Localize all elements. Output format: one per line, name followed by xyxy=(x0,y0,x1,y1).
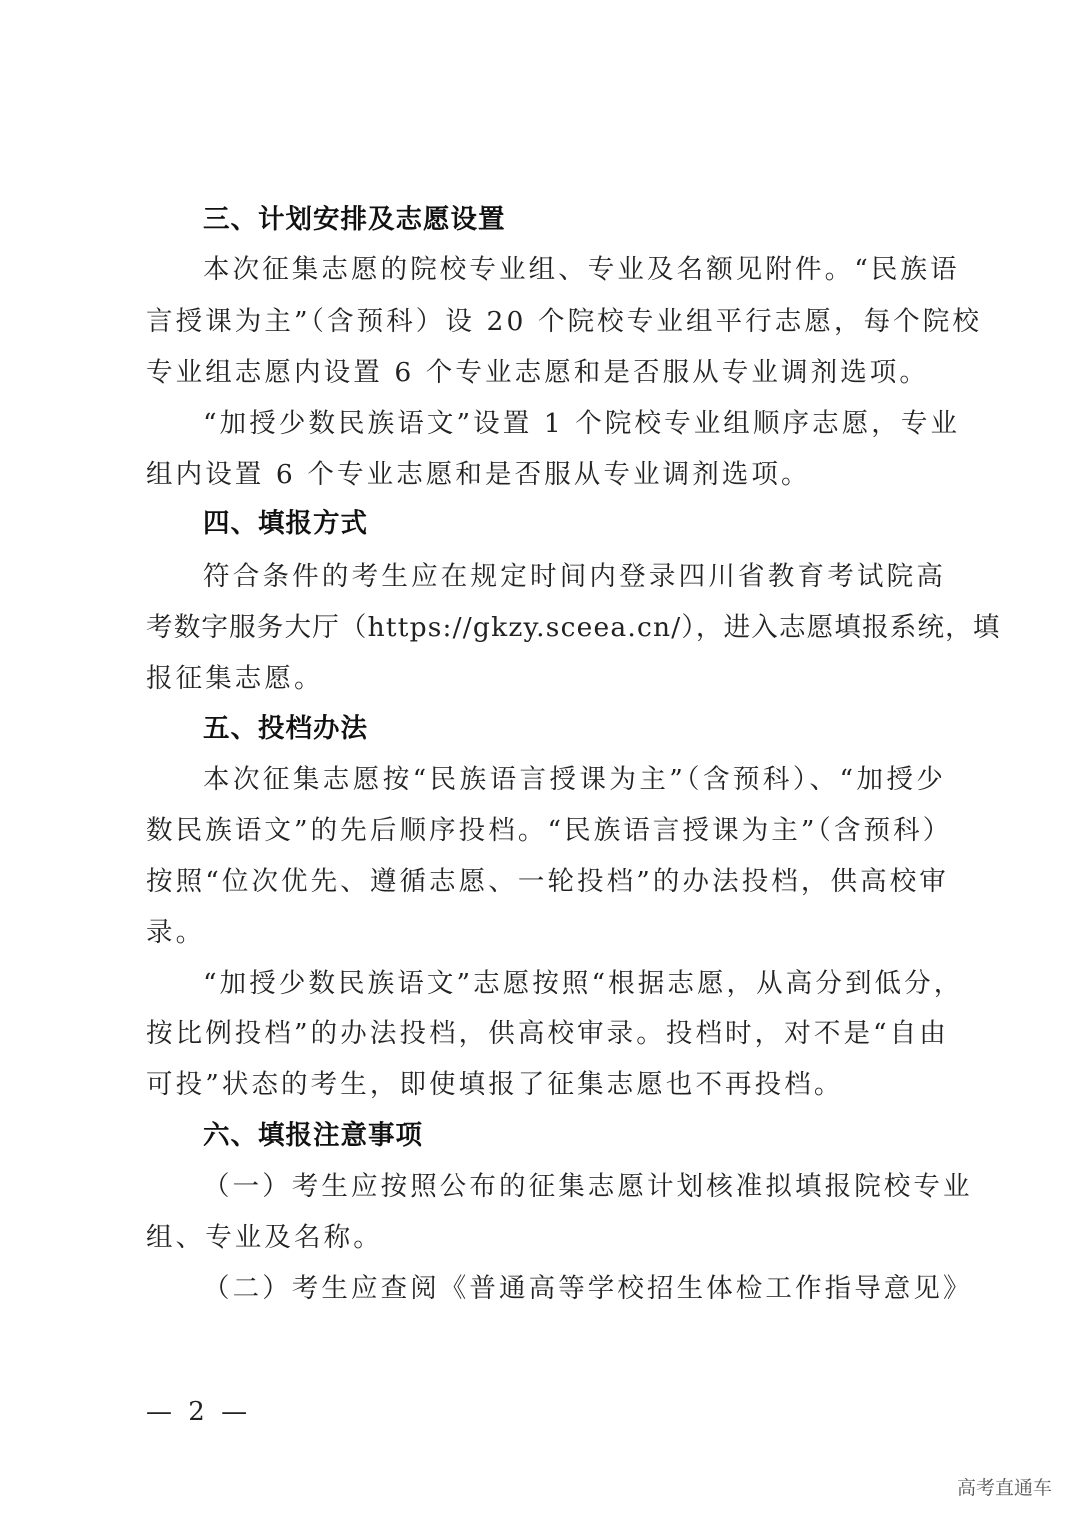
paragraph-line: 按照“位次优先、遵循志愿、一轮投档”的办法投档，供高校审 xyxy=(146,866,949,897)
section-heading-filing-method: 四、填报方式 xyxy=(203,508,368,539)
section-heading-plan: 三、计划安排及志愿设置 xyxy=(203,204,506,235)
paragraph-line: 专业组志愿内设置 6 个专业志愿和是否服从专业调剂选项。 xyxy=(146,357,930,388)
section-heading-admission-method: 五、投档办法 xyxy=(203,713,368,744)
paragraph-line: 符合条件的考生应在规定时间内登录四川省教育考试院高 xyxy=(203,561,946,592)
paragraph-line: 可投”状态的考生，即使填报了征集志愿也不再投档。 xyxy=(146,1069,844,1100)
paragraph-line: “加授少数民族语文”设置 1 个院校专业组顺序志愿，专业 xyxy=(203,408,961,439)
paragraph-line: 按比例投档”的办法投档，供高校审录。投档时，对不是“自由 xyxy=(146,1018,949,1049)
paragraph-line: 本次征集志愿按“民族语言授课为主”（含预科）、“加授少 xyxy=(203,764,946,795)
paragraph-line: 数民族语文”的先后顺序投档。“民族语言授课为主”（含预科） xyxy=(146,815,953,846)
page-number: — 2 — xyxy=(146,1397,252,1427)
paragraph-line: 组内设置 6 个专业志愿和是否服从专业调剂选项。 xyxy=(146,459,811,490)
section-heading-notes: 六、填报注意事项 xyxy=(203,1120,423,1151)
paragraph-line: （二）考生应查阅《普通高等学校招生体检工作指导意见》 xyxy=(203,1273,973,1304)
paragraph-line: 言授课为主”（含预科）设 20 个院校专业组平行志愿，每个院校 xyxy=(146,306,982,337)
paragraph-line: “加授少数民族语文”志愿按照“根据志愿，从高分到低分， xyxy=(203,968,964,999)
paragraph-line-with-url: 考数字服务大厅（https://gkzy.sceea.cn/），进入志愿填报系统，填 xyxy=(146,612,1001,643)
paragraph-line: （一）考生应按照公布的征集志愿计划核准拟填报院校专业 xyxy=(203,1171,973,1202)
watermark-label: 高考直通车 xyxy=(956,1477,1052,1499)
paragraph-line: 录。 xyxy=(146,917,206,948)
paragraph-line: 报征集志愿。 xyxy=(146,663,324,694)
paragraph-line: 本次征集志愿的院校专业组、专业及名额见附件。“民族语 xyxy=(203,254,960,285)
paragraph-line: 组、专业及名称。 xyxy=(146,1222,383,1253)
